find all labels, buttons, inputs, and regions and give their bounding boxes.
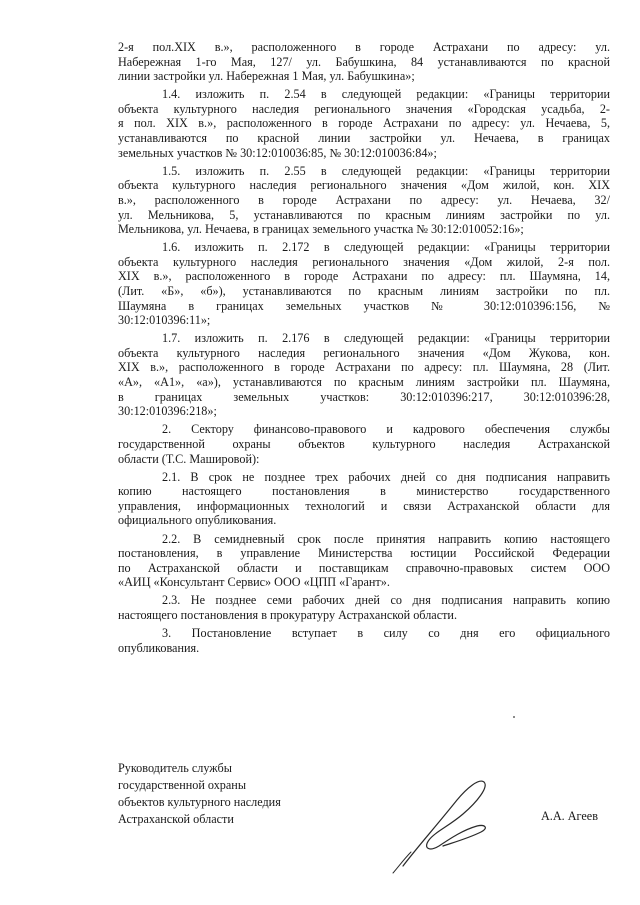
text-line: устанавливаются по красной линии застройки ул. Нечаева, в границах: [118, 131, 610, 146]
text-line: ул. Мельникова, 5, устанавливаются по красным линиям застройки по ул.: [118, 207, 610, 222]
position-line-3: объектов культурного наследия: [118, 795, 281, 809]
text-line: 2.3. Не позднее семи рабочих дней со дня подписания направить копию: [162, 593, 610, 608]
text-line: объекта культурного наследия регионального значения «Дом жилой, кон. XIX: [118, 178, 610, 193]
text-line: XIX в.», расположенного в городе Астрахани по адресу: пл. Шаумяна, 14,: [118, 269, 610, 284]
text-line: я пол. XIX в.», расположенного в городе Астрахани по адресу: ул. Нечаева, 5,: [118, 116, 610, 131]
text-line: Шаумяна в границах земельных участков № 30:12:010396:156, №: [118, 298, 610, 313]
handwritten-signature: [385, 770, 500, 875]
text-line: Набережная 1-го Мая, 127/ ул. Бабушкина, 84 устанавливаются по красной: [118, 54, 610, 69]
text-line: 30:12:010396:218»;: [118, 404, 217, 419]
text-line: 1.5. изложить п. 2.55 в следующей редакции: «Границы территории: [162, 163, 610, 178]
paragraph-p2-2: [118, 532, 610, 590]
text-line: государственной охраны объектов культурного наследия Астраханской: [118, 436, 610, 451]
text-line: XIX в.», расположенного в городе Астрахани по адресу: пл. Шаумяна, 28 (Лит.: [118, 360, 610, 375]
text-line: 1.6. изложить п. 2.172 в следующей редакции: «Границы территории: [162, 240, 610, 255]
text-line: официального опубликования.: [118, 513, 277, 528]
position-line-1: Руководитель службы: [118, 761, 232, 775]
text-line: в.», расположенного в городе Астрахани по адресу: ул. Нечаева, 32/: [118, 192, 610, 207]
text-line: 1.4. изложить п. 2.54 в следующей редакции: «Границы территории: [162, 87, 610, 102]
position-line-2: государственной охраны: [118, 778, 247, 792]
position-line-4: Астраханской области: [118, 812, 234, 826]
text-line: «А», «А1», «а»), устанавливаются по красным линиям застройки пл. Шаумяна,: [118, 375, 610, 390]
signatory-name: А.А. Агеев: [541, 809, 598, 823]
text-line: Мельникова, ул. Нечаева, в границах земельного участка № 30:12:010052:16»;: [118, 222, 524, 237]
text-line: земельных участков № 30:12:010036:85, № 30:12:010036:84»;: [118, 145, 437, 160]
text-line: управления, информационных технологий и связи Астраханской области для: [118, 498, 610, 513]
text-line: опубликования.: [118, 640, 200, 655]
text-line: области (Т.С. Машировой):: [118, 451, 260, 466]
paragraph-p1-7: [118, 331, 610, 419]
text-line: 2.1. В срок не позднее трех рабочих дней со дня подписания направить: [162, 469, 610, 484]
text-line: объекта культурного наследия регионального значения «Дом Жукова, кон.: [118, 345, 610, 360]
paragraph-p2-3: [118, 593, 610, 622]
text-line: объекта культурного наследия регионального значения «Дом жилой, 2-я пол.: [118, 254, 610, 269]
document-body: [118, 40, 610, 659]
signatory-position: [118, 760, 281, 828]
text-line: постановления, в управление Министерства юстиции Российской Федерации: [118, 546, 610, 561]
text-line: копию настоящего постановления в министерство государственного: [118, 484, 610, 499]
text-line: линии застройки ул. Набережная 1 Мая, ул. Бабушкина»;: [118, 69, 415, 84]
text-line: 3. Постановление вступает в силу со дня его официального: [162, 626, 610, 641]
text-line: 2-я пол.XIX в.», расположенного в городе Астрахани по адресу: ул.: [118, 40, 610, 54]
paragraph-p2: [118, 422, 610, 466]
paragraph-p1-4: [118, 87, 610, 160]
paragraph-p1-5: [118, 164, 610, 237]
text-line: настоящего постановления в прокуратуру Астраханской области.: [118, 607, 457, 622]
text-line: «АИЦ «Консультант Сервис» ООО «ЦПП «Гарант».: [118, 575, 390, 590]
text-line: по Астраханской области и поставщикам справочно-правовых систем ООО: [118, 560, 610, 575]
paragraph-cont: [118, 40, 610, 84]
text-line: 30:12:010396:11»;: [118, 313, 211, 328]
text-line: 1.7. изложить п. 2.176 в следующей редакции: «Границы территории: [162, 331, 610, 346]
paragraph-p2-1: [118, 470, 610, 528]
paragraph-p1-6: [118, 240, 610, 328]
text-line: (Лит. «Б», «б»), устанавливаются по красным линиям застройки по пл.: [118, 284, 610, 298]
text-line: в границах земельных участков: 30:12:010396:217, 30:12:010396:28,: [118, 389, 610, 404]
text-line: 2.2. В семидневный срок после принятия направить копию настоящего: [162, 531, 610, 546]
paragraph-p3: [118, 626, 610, 655]
text-line: 2. Сектору финансово-правового и кадрового обеспечения службы: [162, 422, 610, 437]
scan-speck: [513, 716, 515, 718]
text-line: объекта культурного наследия регионального значения «Городская усадьба, 2-: [118, 101, 610, 116]
